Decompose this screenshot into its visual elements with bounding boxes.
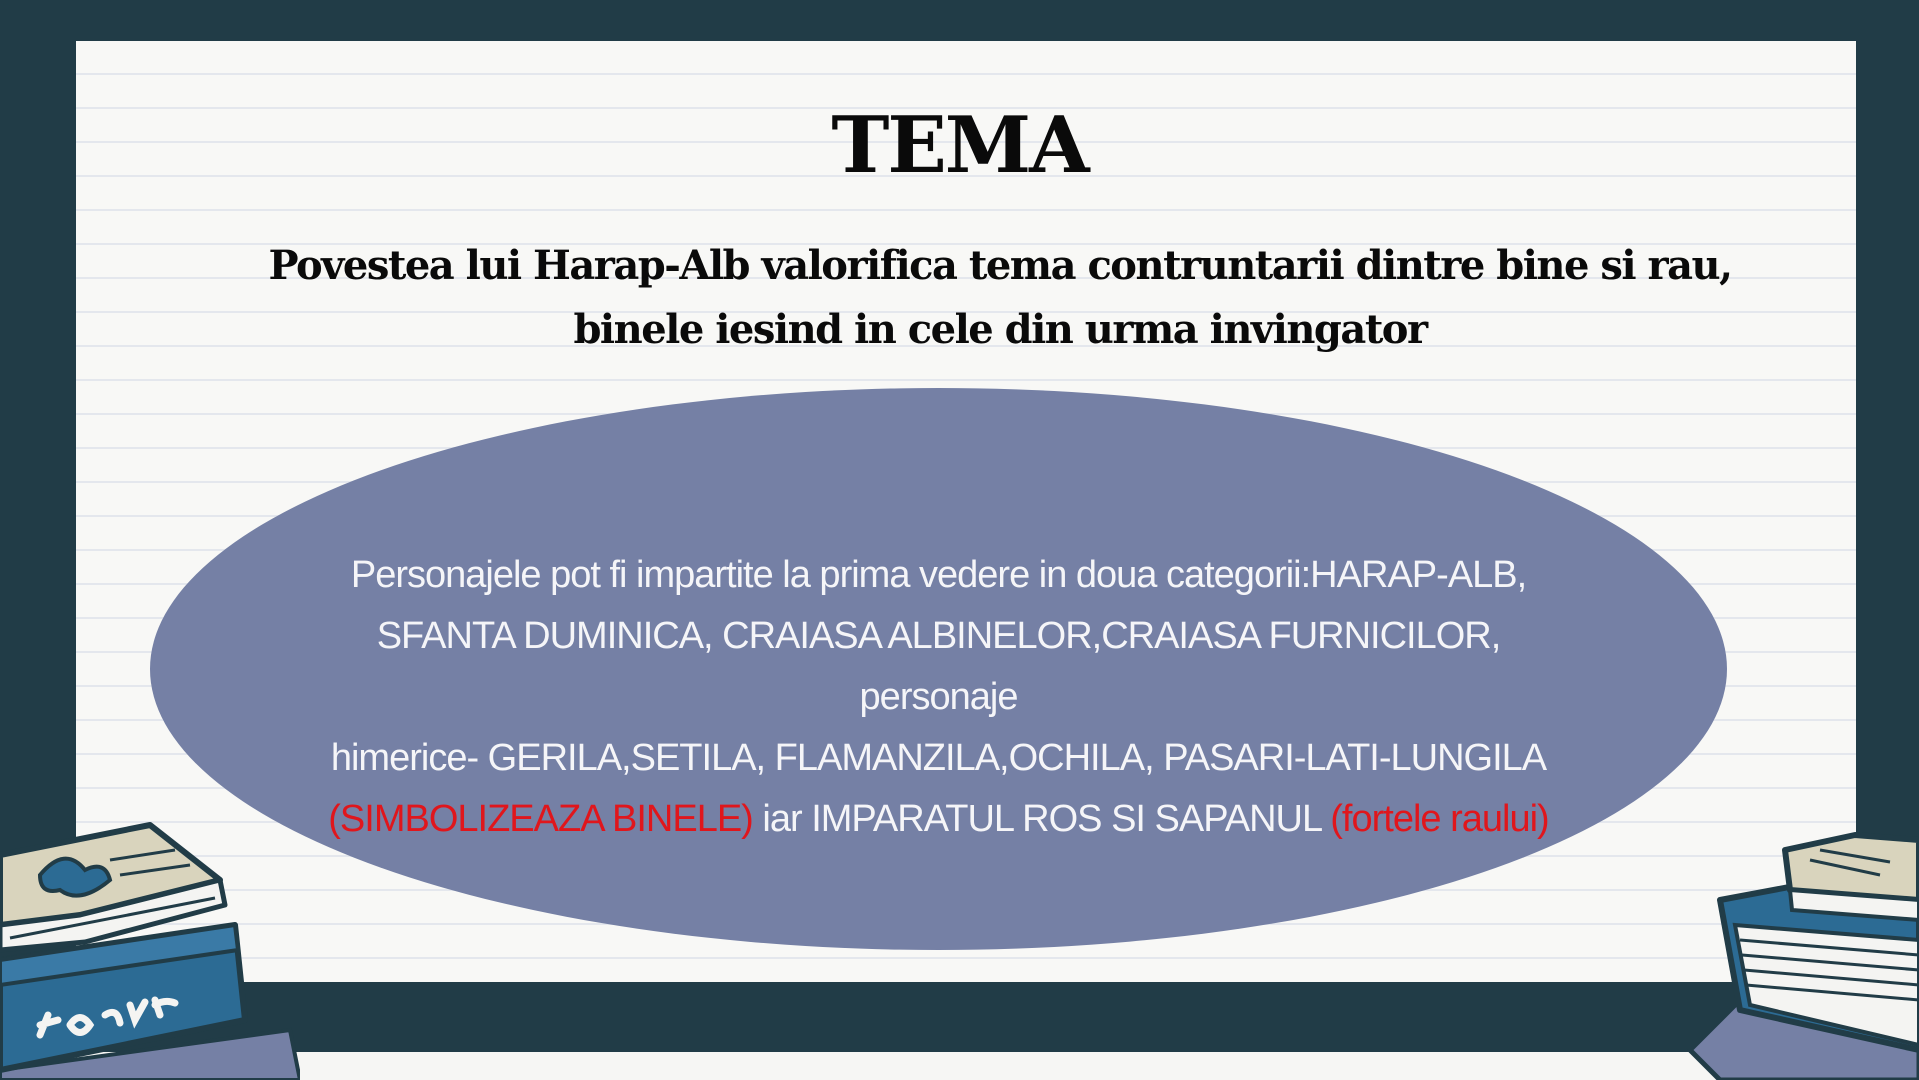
subtitle-line-1: Povestea lui Harap-Alb valorifica tema contruntarii dintre bine si rau, — [268, 242, 1732, 289]
book-stack-left-illustration — [0, 820, 300, 1080]
body-line-1: Personajele pot fi impartite la prima vedere in doua categorii:HARAP-ALB, — [350, 554, 1527, 596]
subtitle-line-2: binele iesind in cele din urma invingator — [573, 306, 1427, 353]
ellipse-body-text — [300, 545, 1577, 850]
frame-top — [0, 0, 1919, 41]
body-line-2: SFANTA DUMINICA, CRAIASA ALBINELOR,CRAIASA FURNICILOR, personaje — [376, 615, 1501, 718]
slide-subtitle — [200, 234, 1800, 362]
book-stack-right-illustration — [1680, 830, 1919, 1080]
body-line-4: iar IMPARATUL ROS SI SAPANUL — [752, 798, 1331, 840]
slide-title: TEMA — [831, 100, 1088, 191]
body-line-3: himerice- GERILA,SETILA, FLAMANZILA,OCHILA, PASARI-LATI-LUNGILA — [330, 737, 1547, 779]
body-highlight-good: (SIMBOLIZEAZA BINELE) — [328, 798, 753, 840]
body-highlight-evil: (fortele raului) — [1330, 798, 1549, 840]
